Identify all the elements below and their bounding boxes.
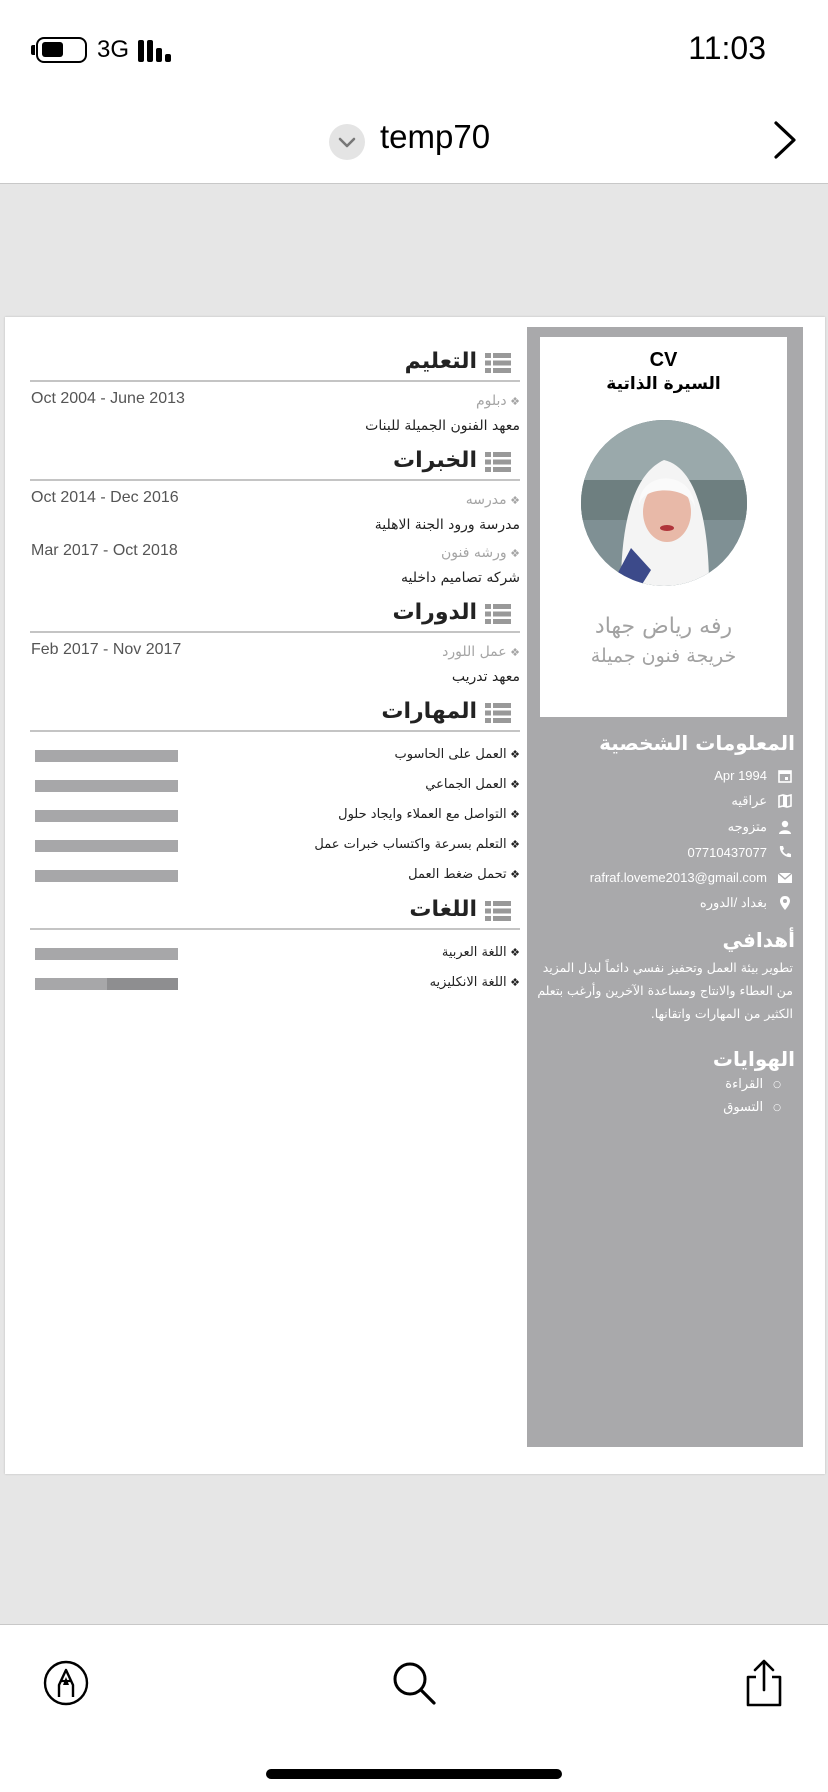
phone-icon — [777, 844, 793, 860]
mail-icon — [777, 870, 793, 886]
level-fill — [35, 978, 107, 990]
info-nationality: عراقيه — [527, 789, 793, 815]
network-type: 3G — [97, 36, 130, 63]
person-name: رفه رياض جهاد — [594, 614, 733, 639]
languages-list — [30, 938, 520, 998]
course-entry: ❖ عمل اللورد Feb 2017 - Nov 2017 معهد تدريب — [30, 633, 520, 686]
markup-pen-icon[interactable] — [42, 1659, 90, 1707]
language-item: ❖ اللغة الانكليزيه — [30, 968, 520, 998]
list-icon — [485, 451, 511, 473]
courses-section-heading: الدورات — [30, 587, 520, 633]
list-icon — [485, 352, 511, 374]
status-bar — [0, 0, 828, 92]
info-address: بغداد /الدوره — [527, 891, 793, 917]
skill-item: ❖ العمل الجماعي — [30, 770, 520, 800]
cv-sidebar — [527, 327, 803, 1447]
battery-icon — [36, 37, 87, 63]
goals-text: تطوير بيئة العمل وتحفيز نفسي دائماً لبذل المزيد من العطاء والانتاج ومساعدة الآخرين وأرغب بتعلم الكثير من المهارات واتقانها. — [537, 960, 793, 1021]
level-fill — [35, 780, 178, 792]
skill-level-bar — [35, 750, 178, 762]
profile-photo — [581, 420, 747, 586]
education-section-heading: التعليم — [30, 327, 520, 382]
skills-section-heading: المهارات — [30, 686, 520, 732]
skill-item: ❖ تحمل ضغط العمل — [30, 860, 520, 890]
level-fill — [35, 948, 178, 960]
info-marital-status: متزوجه — [527, 814, 793, 840]
title-menu-chevron-icon[interactable] — [329, 124, 365, 160]
person-tagline: خريجة فنون جميلة — [590, 645, 737, 667]
map-icon — [777, 793, 793, 809]
experience-section-heading: الخبرات — [30, 435, 520, 481]
personal-info-heading: المعلومات الشخصية — [599, 731, 795, 755]
home-indicator — [266, 1769, 562, 1779]
cv-title: السيرة الذاتية — [606, 374, 721, 394]
share-icon[interactable] — [740, 1659, 788, 1707]
hobbies-heading: الهوايات — [712, 1047, 795, 1071]
level-fill — [35, 810, 178, 822]
hobbies-list — [527, 1077, 803, 1123]
person-icon — [777, 819, 793, 835]
skill-level-bar — [35, 870, 178, 882]
search-icon[interactable] — [390, 1659, 438, 1707]
document-title[interactable]: temp70 — [380, 118, 491, 155]
skill-level-bar — [35, 810, 178, 822]
skill-level-bar — [35, 840, 178, 852]
languages-section-heading: اللغات — [30, 890, 520, 930]
info-email: rafraf.loveme2013@gmail.com — [527, 865, 793, 891]
language-level-bar — [35, 948, 178, 960]
signal-strength-icon — [138, 38, 178, 62]
language-level-bar — [35, 978, 178, 990]
level-fill — [35, 840, 178, 852]
status-time: 11:03 — [688, 30, 766, 66]
cv-label: CV — [649, 349, 678, 371]
bottom-toolbar — [0, 1624, 828, 1792]
education-entry: ❖ دبلوم Oct 2004 - June 2013 معهد الفنون الجميلة للبنات — [30, 382, 520, 435]
goals-heading: أهدافي — [722, 928, 795, 952]
experience-entry: ❖ مدرسه Oct 2014 - Dec 2016 مدرسة ورود الجنة الاهلية — [30, 481, 520, 534]
list-icon — [485, 603, 511, 625]
hobby-item: ○ التسوق — [527, 1100, 781, 1123]
skill-item: ❖ التعلم بسرعة واكتساب خبرات عمل — [30, 830, 520, 860]
cv-main-column — [30, 327, 520, 998]
calendar-icon — [777, 768, 793, 784]
skill-level-bar — [35, 780, 178, 792]
experience-entry: ❖ ورشه فنون Mar 2017 - Oct 2018 شركه تصاميم داخليه — [30, 534, 520, 587]
skill-item: ❖ التواصل مع العملاء وايجاد حلول — [30, 800, 520, 830]
info-birthdate: Apr 1994 — [527, 763, 793, 789]
nav-bar — [0, 92, 828, 184]
personal-info-list — [527, 763, 803, 916]
list-icon — [485, 702, 511, 724]
battery-nub — [31, 45, 35, 55]
profile-card — [540, 337, 787, 717]
list-icon — [485, 900, 511, 922]
level-remaining — [107, 978, 179, 990]
skills-list — [30, 740, 520, 890]
skill-item: ❖ العمل على الحاسوب — [30, 740, 520, 770]
info-phone: 07710437077 — [527, 840, 793, 866]
level-fill — [35, 870, 178, 882]
language-item: ❖ اللغة العربية — [30, 938, 520, 968]
chevron-right-icon[interactable] — [764, 118, 804, 162]
cv-document-page[interactable] — [5, 317, 825, 1474]
location-pin-icon — [777, 895, 793, 911]
hobby-item: ○ القراءة — [527, 1077, 781, 1100]
level-fill — [35, 750, 178, 762]
